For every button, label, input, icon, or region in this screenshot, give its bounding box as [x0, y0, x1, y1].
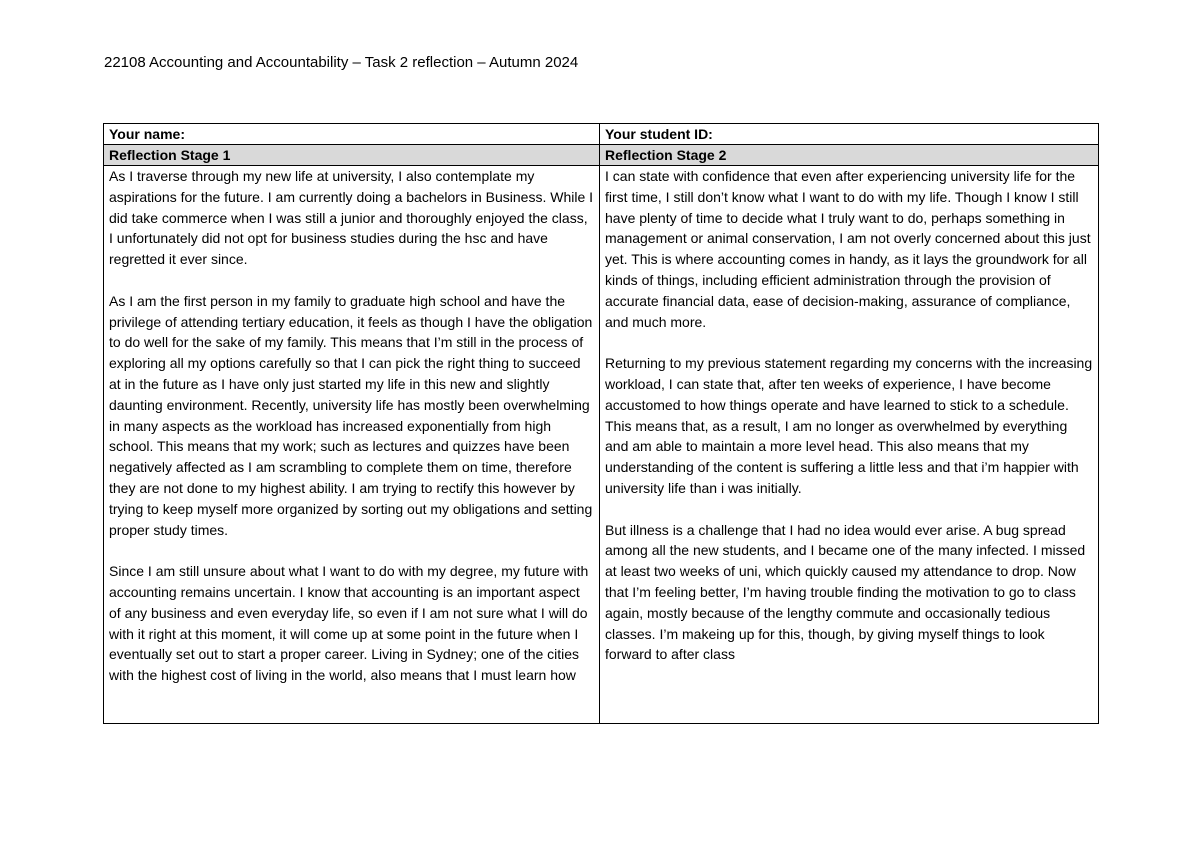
stage2-heading: Reflection Stage 2: [600, 145, 1099, 166]
stage2-paragraph: Returning to my previous statement regarding my concerns with the increasing workload, I can state that, after ten weeks of experience, I have become accustomed to how things operate and have learned to stick to a schedule. This means that, as a result, I am no longer as overwhelmed by everything and am able to maintain a more level head. This also means that my understanding of the content is suffering a little less and that i’m happier with university life than i was initially.: [605, 355, 1093, 496]
document-title: 22108 Accounting and Accountability – Task 2 reflection – Autumn 2024: [104, 54, 579, 71]
stage-heading-row: [104, 145, 1099, 166]
stage1-body: [104, 166, 600, 724]
stage1-heading: Reflection Stage 1: [104, 145, 600, 166]
name-label-cell: Your name:: [104, 124, 600, 145]
reflection-table: [103, 123, 1099, 724]
stage1-paragraph: Since I am still unsure about what I want to do with my degree, my future with accounting remains uncertain. I know that accounting is an important aspect of any business and even everyday life, so even if I am not sure what I will do with it right at this moment, it will come up at some point in the future when I eventually set out to start a proper career. Living in Sydney; one of the cities with the highest cost of living in the world, also means that I must learn how: [109, 563, 589, 684]
stage2-paragraph: I can state with confidence that even after experiencing university life for the first time, I still don’t know what I want to do with my life. Though I know I still have plenty of time to decide what I truly want to do, perhaps something in management or animal conservation, I am not overly concerned about this just yet. This is where accounting comes in handy, as it lays the groundwork for all kinds of things, including efficient administration through the provision of accurate financial data, ease of decision-making, assurance of compliance, and much more.: [605, 168, 1091, 330]
reflection-body-row: [104, 166, 1099, 724]
stage1-paragraph: As I traverse through my new life at university, I also contemplate my aspirations for the future. I am currently doing a bachelors in Business. While I did take commerce when I was still a junior and thoroughly enjoyed the class, I unfortunately did not opt for business studies during the hsc and have regretted it ever since.: [109, 168, 594, 268]
name-row: [104, 124, 1099, 145]
student-id-label-cell: Your student ID:: [600, 124, 1099, 145]
stage2-body: [600, 166, 1099, 724]
stage1-paragraph: As I am the first person in my family to graduate high school and have the privilege of attending tertiary education, it feels as though I have the obligation to do well for the sake of my family. This means that I’m still in the process of exploring all my options carefully so that I can pick the right thing to succeed at in the future as I have only just started my life in this new and slightly daunting environment. Recently, university life has mostly been overwhelming in many aspects as the workload has increased exponentially from high school. This means that my work; such as lectures and quizzes have been negatively affected as I am scrambling to complete them on time, therefore they are not done to my highest ability. I am trying to rectify this however by trying to keep myself more organized by sorting out my obligations and setting proper study times.: [109, 292, 593, 538]
stage2-paragraph: But illness is a challenge that I had no idea would ever arise. A bug spread among all the new students, and I became one of the many infected. I missed at least two weeks of uni, which quickly caused my attendance to drop. Now that I’m feeling better, I’m having trouble finding the motivation to go to class again, mostly because of the lengthy commute and occasionally tedious classes. I’m makeing up for this, though, by giving myself things to look forward to after class: [605, 521, 1086, 663]
